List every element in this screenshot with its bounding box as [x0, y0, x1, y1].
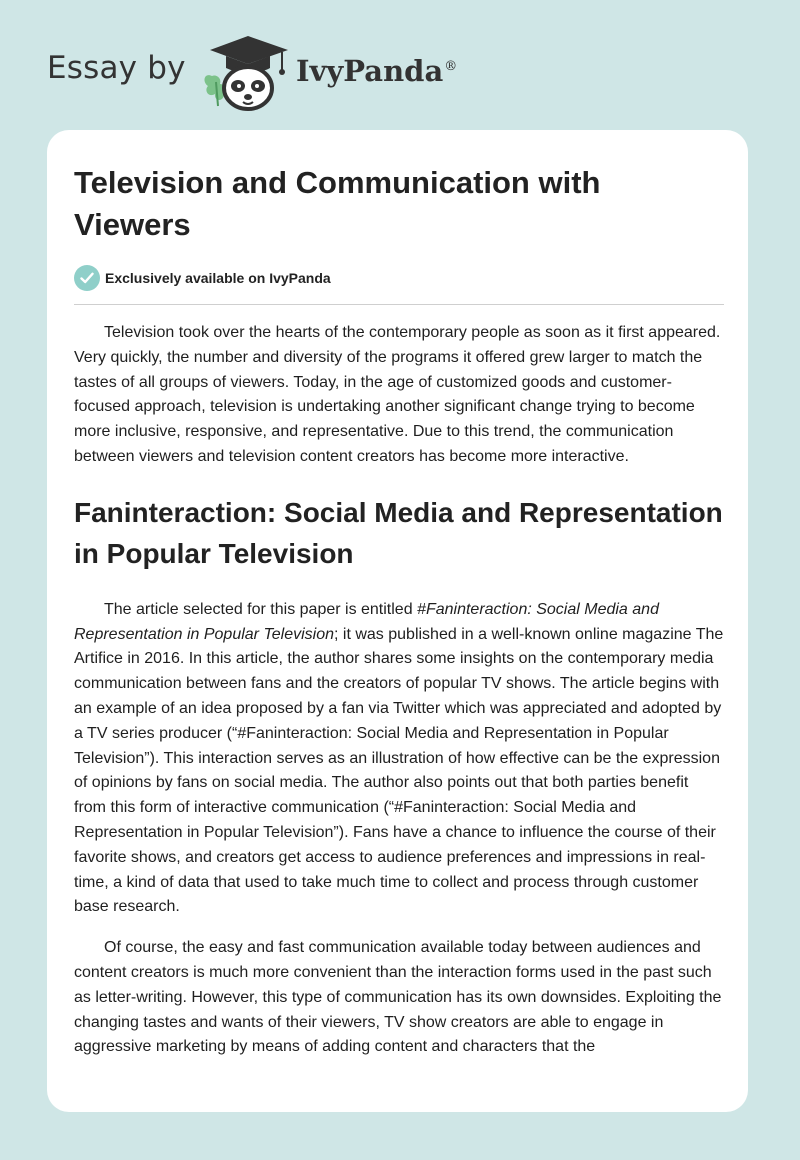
registered-mark: ® — [444, 59, 458, 75]
exclusive-label: Exclusively available on IvyPanda — [105, 270, 331, 286]
paragraph-rest: ; it was published in a well-known online magazine The Artifice in 2016. In this article, the author shares some insights on the contemporary media communication between fans and the creators of popular TV shows. The article begins with an example of an idea proposed by a fan via Twitter which was appreciated and adopted by a TV series producer (“#Faninteraction: Social Media and Representation in Popular Television”). This interaction serves as an illustration of how effective can be the expression of opinions by fans on social media. The author also points out that both parties benefit from this form of interactive communication (“#Faninteraction: Social Media and Representation in Popular Television”). Fans have a chance to influence the course of their favorite shows, and creators get access to audience preferences and impressions in real-time, a kind of data that used to take much time to collect and process through customer base research. — [74, 625, 724, 916]
panda-logo-icon[interactable] — [198, 32, 294, 114]
intro-paragraph: Television took over the hearts of the contemporary people as soon as it first appeared. Very quickly, the number and diversity of the programs it offered grew larger to match the tastes of all groups of viewers. Today, in the age of customized goods and customer-focused approach, television is undertaking another significant change trying to become more inclusive, responsive, and representative. Due to this trend, the communication between viewers and television content creators has become more interactive. — [74, 324, 721, 465]
article-content — [74, 162, 724, 1060]
body-paragraph-1 — [74, 598, 724, 920]
essay-by-label: Essay by — [47, 50, 186, 86]
site-header — [0, 0, 800, 130]
body-paragraph-2: Of course, the easy and fast communication available today between audiences and content creators is much more convenient than the interaction forms used in the past such as letter-writing. However, this type of communication has its own downsides. Exploiting the changing tastes and wants of their viewers, TV show creators are able to engage in aggressive marketing by means of adding content and characters that the — [74, 939, 722, 1056]
article-card — [47, 130, 748, 1112]
brand-name[interactable] — [296, 54, 457, 88]
divider — [74, 304, 724, 305]
section-heading: Faninteraction: Social Media and Representation in Popular Television — [74, 496, 723, 569]
article-title: Television and Communication with Viewers — [74, 165, 601, 242]
check-circle-icon — [74, 265, 100, 291]
article-title-citation: #Faninteraction: Social Media and Representation in Popular Television — [74, 600, 659, 643]
brand-name-text: IvyPanda — [296, 54, 444, 88]
exclusive-badge — [74, 264, 724, 292]
paragraph-lead: The article selected for this paper is entitled — [104, 600, 418, 618]
